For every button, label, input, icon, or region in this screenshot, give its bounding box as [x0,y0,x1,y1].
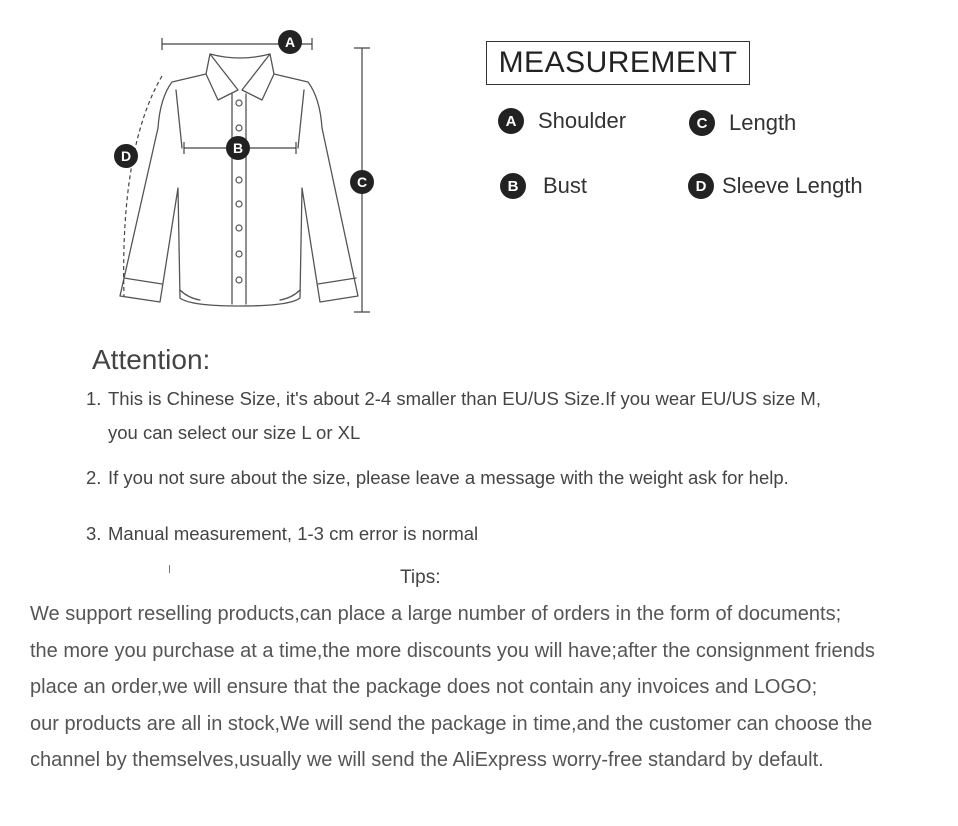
note-text-continued: you can select our size L or XL [108,422,361,443]
legend-bust [500,173,587,199]
tips-line: our products are all in stock,We will send the package in time,and the customer can choose the [30,712,873,735]
shirt-measurement-diagram [100,28,390,318]
attention-note-3 [86,517,478,551]
attention-title: Attention: [92,344,211,375]
note-number: 1. [86,388,102,409]
note-number: 3. [86,523,102,544]
tips-line: channel by themselves,usually we will send the AliExpress worry-free standard by default. [30,749,824,772]
badge-c: C [689,110,715,136]
svg-text:B: B [232,140,244,156]
legend-label: Length [729,110,797,135]
note-number: 2. [86,467,102,488]
marker-d [114,144,138,168]
svg-text:D: D [120,148,132,164]
legend-label: Sleeve Length [722,173,863,198]
legend-length [689,110,796,136]
legend-sleeve-length [688,173,863,199]
note-text: Manual measurement, 1-3 cm error is normal [108,523,479,544]
badge-d: D [688,173,714,199]
note-text: If you not sure about the size, please leave a message with the weight ask for help. [108,467,789,488]
tips-text [30,596,950,779]
badge-b: B [500,173,526,199]
measurement-title: MEASUREMENT [486,41,750,85]
svg-text:C: C [356,174,368,190]
tips-line: We support reselling products,can place a large number of orders in the form of documents; [30,603,842,625]
tips-line: the more you purchase at a time,the more discounts you will have;after the consignment friends [30,639,875,662]
legend-shoulder [498,108,626,134]
marker-c [350,170,374,194]
attention-note-1 [86,382,821,450]
tips-line: place an order,we will ensure that the package does not contain any invoices and LOGO; [30,676,818,699]
tips-title: Tips: [400,567,441,588]
badge-a: A [498,108,524,134]
svg-text:A: A [284,34,296,50]
marker-b [226,136,250,160]
note-text: This is Chinese Size, it's about 2-4 smaller than EU/US Size.If you wear EU/US size M, [108,388,821,409]
divider-tick [169,565,170,573]
marker-a [278,30,302,54]
legend-label: Shoulder [538,108,627,133]
legend-label: Bust [543,173,588,198]
attention-note-2 [86,461,789,495]
